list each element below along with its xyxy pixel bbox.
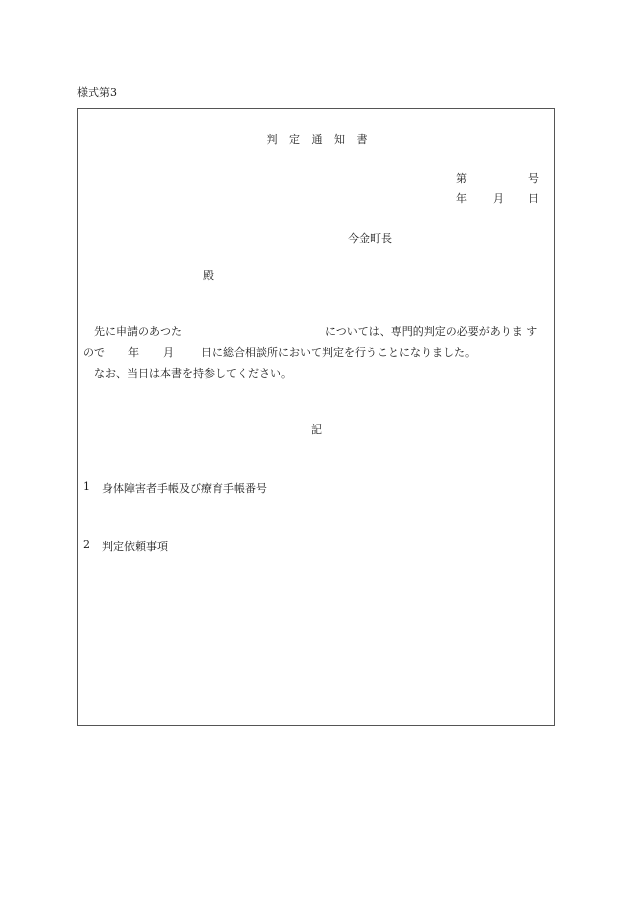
body-line1-end: については、専門的判定の必要がありま す — [325, 325, 538, 338]
issue-date-year: 年 — [456, 192, 467, 205]
form-frame — [77, 108, 555, 726]
item-2-label: 判定依頼事項 — [102, 540, 168, 553]
body-line2-year: 年 — [128, 346, 139, 359]
issue-date-month: 月 — [493, 192, 504, 205]
item-2-number: 2 — [83, 538, 90, 551]
ki-heading: 記 — [311, 423, 322, 436]
body-line2-start: ので — [83, 346, 105, 359]
sender-name: 今金町長 — [348, 232, 392, 245]
body-line1-start: 先に申請のあつた — [94, 325, 182, 338]
item-1-label: 身体障害者手帳及び療育手帳番号 — [102, 482, 267, 495]
body-line2-month: 月 — [163, 346, 174, 359]
body-line2-end: 日に総合相談所において判定を行うことになりました。 — [201, 346, 476, 359]
issue-number-prefix: 第 — [456, 172, 467, 185]
issue-number-suffix: 号 — [528, 172, 539, 185]
issue-date-day: 日 — [528, 192, 539, 205]
recipient-honorific: 殿 — [203, 269, 214, 282]
document-title: 判 定 通 知 書 — [266, 133, 368, 146]
body-line3: なお、当日は本書を持参してください。 — [94, 367, 292, 380]
item-1-number: 1 — [83, 480, 90, 493]
form-label: 様式第3 — [77, 86, 117, 99]
